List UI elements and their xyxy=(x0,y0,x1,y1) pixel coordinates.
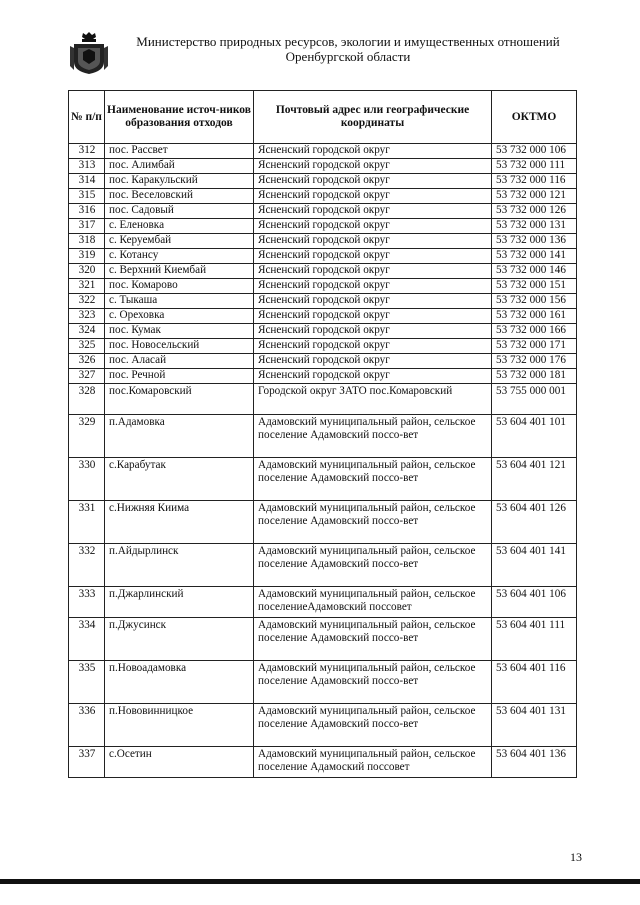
table-row xyxy=(69,324,577,339)
cell-address: Ясненский городской округ xyxy=(254,144,492,159)
table-row xyxy=(69,144,577,159)
cell-source-name: пос.Комаровский xyxy=(105,384,254,415)
cell-oktmo: 53 732 000 126 xyxy=(492,204,577,219)
cell-oktmo: 53 732 000 176 xyxy=(492,354,577,369)
cell-number: 319 xyxy=(69,249,105,264)
cell-number: 318 xyxy=(69,234,105,249)
cell-address: Ясненский городской округ xyxy=(254,354,492,369)
cell-oktmo: 53 732 000 151 xyxy=(492,279,577,294)
cell-number: 332 xyxy=(69,544,105,587)
cell-source-name: с. Верхний Киембай xyxy=(105,264,254,279)
cell-number: 337 xyxy=(69,747,105,778)
cell-source-name: пос. Садовый xyxy=(105,204,254,219)
document-header xyxy=(118,34,578,64)
cell-source-name: пос. Новосельский xyxy=(105,339,254,354)
table-row xyxy=(69,544,577,587)
cell-number: 315 xyxy=(69,189,105,204)
region-name: Оренбургской области xyxy=(285,49,411,64)
cell-source-name: пос. Рассвет xyxy=(105,144,254,159)
cell-source-name: п.Нововинницкое xyxy=(105,704,254,747)
cell-source-name: пос. Веселовский xyxy=(105,189,254,204)
cell-address: Адамовский муниципальный район, сельское поселение Адамовский поссо-вет xyxy=(254,458,492,501)
cell-address: Ясненский городской округ xyxy=(254,219,492,234)
bottom-rule xyxy=(0,879,640,884)
cell-number: 322 xyxy=(69,294,105,309)
cell-address: Ясненский городской округ xyxy=(254,204,492,219)
cell-oktmo: 53 755 000 001 xyxy=(492,384,577,415)
table-row xyxy=(69,587,577,618)
cell-number: 327 xyxy=(69,369,105,384)
cell-oktmo: 53 732 000 106 xyxy=(492,144,577,159)
column-header-name: Наименование источ-ников образования отходов xyxy=(105,91,254,144)
table-row xyxy=(69,704,577,747)
cell-number: 313 xyxy=(69,159,105,174)
cell-source-name: с. Тыкаша xyxy=(105,294,254,309)
cell-oktmo: 53 732 000 136 xyxy=(492,234,577,249)
table-row xyxy=(69,204,577,219)
table-row xyxy=(69,279,577,294)
cell-address: Ясненский городской округ xyxy=(254,189,492,204)
column-header-number: № п/п xyxy=(69,91,105,144)
column-header-address: Почтовый адрес или географические координаты xyxy=(254,91,492,144)
table-row xyxy=(69,618,577,661)
cell-oktmo: 53 732 000 131 xyxy=(492,219,577,234)
cell-oktmo: 53 732 000 111 xyxy=(492,159,577,174)
ministry-name: Министерство природных ресурсов, экологии и имущественных отношений xyxy=(136,34,560,49)
cell-source-name: п.Джусинск xyxy=(105,618,254,661)
table-row xyxy=(69,219,577,234)
cell-source-name: пос. Каракульский xyxy=(105,174,254,189)
cell-oktmo: 53 732 000 116 xyxy=(492,174,577,189)
cell-address: Ясненский городской округ xyxy=(254,264,492,279)
cell-address: Ясненский городской округ xyxy=(254,339,492,354)
table-row xyxy=(69,189,577,204)
cell-number: 328 xyxy=(69,384,105,415)
coat-of-arms-emblem xyxy=(68,30,110,76)
table-row xyxy=(69,384,577,415)
cell-number: 334 xyxy=(69,618,105,661)
cell-address: Ясненский городской округ xyxy=(254,249,492,264)
table-header-row xyxy=(69,91,577,144)
table-row xyxy=(69,747,577,778)
page-number: 13 xyxy=(570,850,582,864)
cell-oktmo: 53 604 401 101 xyxy=(492,415,577,458)
cell-address: Адамовский муниципальный район, сельское поселение Адамовский поссо-вет xyxy=(254,618,492,661)
cell-address: Адамовский муниципальный район, сельское поселение Адамовский поссо-вет xyxy=(254,544,492,587)
cell-number: 325 xyxy=(69,339,105,354)
table-row xyxy=(69,309,577,324)
cell-oktmo: 53 604 401 106 xyxy=(492,587,577,618)
cell-source-name: пос. Кумак xyxy=(105,324,254,339)
cell-address: Ясненский городской округ xyxy=(254,324,492,339)
cell-address: Адамовский муниципальный район, сельское поселение Адамовский поссо-вет xyxy=(254,415,492,458)
cell-oktmo: 53 732 000 181 xyxy=(492,369,577,384)
cell-number: 323 xyxy=(69,309,105,324)
cell-number: 312 xyxy=(69,144,105,159)
cell-source-name: п.Новоадамовка xyxy=(105,661,254,704)
cell-address: Ясненский городской округ xyxy=(254,159,492,174)
cell-number: 335 xyxy=(69,661,105,704)
cell-oktmo: 53 732 000 166 xyxy=(492,324,577,339)
cell-oktmo: 53 732 000 161 xyxy=(492,309,577,324)
cell-oktmo: 53 604 401 131 xyxy=(492,704,577,747)
cell-address: Адамовский муниципальный район, сельское поселение Адамоский поссовет xyxy=(254,747,492,778)
cell-source-name: с.Карабутак xyxy=(105,458,254,501)
table-row xyxy=(69,661,577,704)
cell-address: Ясненский городской округ xyxy=(254,294,492,309)
cell-address: Ясненский городской округ xyxy=(254,234,492,249)
cell-number: 331 xyxy=(69,501,105,544)
cell-address: Адамовский муниципальный район, сельское поселение Адамовский поссо-вет xyxy=(254,501,492,544)
cell-source-name: п.Айдырлинск xyxy=(105,544,254,587)
column-header-oktmo: ОКТМО xyxy=(492,91,577,144)
cell-number: 321 xyxy=(69,279,105,294)
table-row xyxy=(69,294,577,309)
cell-source-name: с. Керуембай xyxy=(105,234,254,249)
cell-number: 329 xyxy=(69,415,105,458)
cell-source-name: пос. Комарово xyxy=(105,279,254,294)
cell-source-name: пос. Алимбай xyxy=(105,159,254,174)
cell-source-name: с. Еленовка xyxy=(105,219,254,234)
cell-oktmo: 53 732 000 171 xyxy=(492,339,577,354)
cell-address: Адамовский муниципальный район, сельское поселение Адамовский поссо-вет xyxy=(254,661,492,704)
cell-number: 314 xyxy=(69,174,105,189)
table-row xyxy=(69,501,577,544)
waste-sources-table xyxy=(68,90,577,778)
cell-source-name: пос. Аласай xyxy=(105,354,254,369)
cell-source-name: с. Ореховка xyxy=(105,309,254,324)
table-row xyxy=(69,339,577,354)
table-body xyxy=(69,144,577,778)
cell-oktmo: 53 732 000 141 xyxy=(492,249,577,264)
cell-number: 330 xyxy=(69,458,105,501)
cell-oktmo: 53 732 000 146 xyxy=(492,264,577,279)
cell-source-name: пос. Речной xyxy=(105,369,254,384)
cell-oktmo: 53 604 401 126 xyxy=(492,501,577,544)
cell-source-name: с.Нижняя Киима xyxy=(105,501,254,544)
cell-number: 316 xyxy=(69,204,105,219)
table-row xyxy=(69,159,577,174)
table-row xyxy=(69,458,577,501)
cell-number: 324 xyxy=(69,324,105,339)
cell-oktmo: 53 604 401 136 xyxy=(492,747,577,778)
table-row xyxy=(69,174,577,189)
cell-address: Адамовский муниципальный район, сельское поселениеАдамовский поссовет xyxy=(254,587,492,618)
cell-oktmo: 53 604 401 111 xyxy=(492,618,577,661)
cell-address: Ясненский городской округ xyxy=(254,174,492,189)
table-row xyxy=(69,264,577,279)
table-row xyxy=(69,369,577,384)
cell-address: Ясненский городской округ xyxy=(254,309,492,324)
cell-source-name: с. Котансу xyxy=(105,249,254,264)
cell-address: Адамовский муниципальный район, сельское поселение Адамовский поссо-вет xyxy=(254,704,492,747)
cell-source-name: с.Осетин xyxy=(105,747,254,778)
cell-number: 336 xyxy=(69,704,105,747)
table-row xyxy=(69,249,577,264)
cell-oktmo: 53 732 000 156 xyxy=(492,294,577,309)
cell-oktmo: 53 732 000 121 xyxy=(492,189,577,204)
cell-oktmo: 53 604 401 141 xyxy=(492,544,577,587)
cell-oktmo: 53 604 401 116 xyxy=(492,661,577,704)
cell-address: Городской округ ЗАТО пос.Комаровский xyxy=(254,384,492,415)
cell-oktmo: 53 604 401 121 xyxy=(492,458,577,501)
cell-address: Ясненский городской округ xyxy=(254,369,492,384)
cell-number: 317 xyxy=(69,219,105,234)
cell-address: Ясненский городской округ xyxy=(254,279,492,294)
cell-number: 333 xyxy=(69,587,105,618)
table-row xyxy=(69,415,577,458)
table-row xyxy=(69,234,577,249)
cell-source-name: п.Джарлинский xyxy=(105,587,254,618)
cell-source-name: п.Адамовка xyxy=(105,415,254,458)
table-row xyxy=(69,354,577,369)
cell-number: 320 xyxy=(69,264,105,279)
cell-number: 326 xyxy=(69,354,105,369)
